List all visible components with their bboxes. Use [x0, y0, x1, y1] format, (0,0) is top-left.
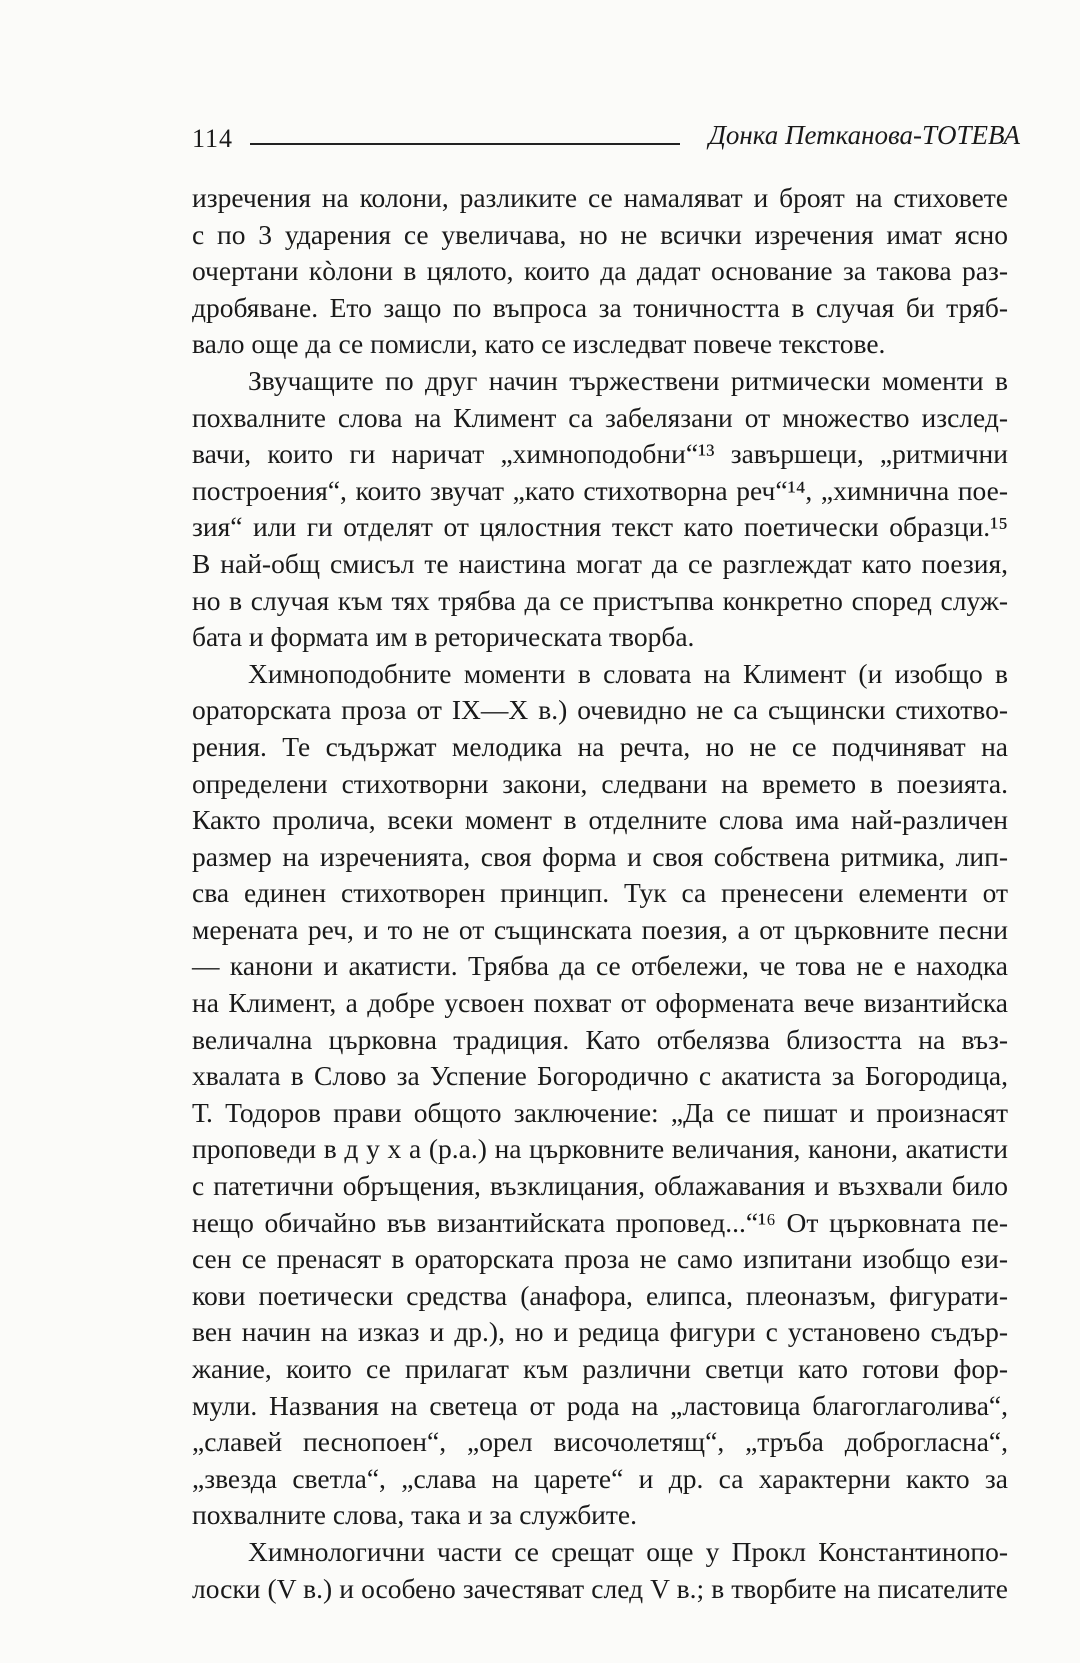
text-line: зия“ или ги отделят от цялостния текст като поетически образци.¹⁵	[192, 511, 1008, 543]
text-line: — канони и акатисти. Трябва да се отбележи, че това не е находка	[192, 950, 1008, 982]
text-line: мули. Названия на светеца от рода на „ластовица благоглаголива“,	[192, 1389, 1008, 1421]
text-line: очертани кòлони в цялото, които да дадат основание за такова раз-	[192, 255, 1008, 287]
text-line: Т. Тодоров прави общото заключение: „Да се пишат и произнасят	[192, 1096, 1008, 1128]
text-line: величална църковна традиция. Като отбелязва близостта на въз-	[192, 1023, 1008, 1055]
text-line: бата и формата им в реторическата творба.	[192, 621, 695, 653]
text-line: „звезда светла“, „слава на царете“ и др. са характерни както за	[192, 1462, 1008, 1494]
text-line: похвалните слова на Климент са забелязани от множество изслед-	[192, 401, 1008, 433]
text-line: „славей песнопоен“, „орел височолетящ“, „тръба доброгласна“,	[192, 1426, 1008, 1458]
header-rule	[250, 143, 680, 145]
text-line: рения. Те съдържат мелодика на речта, но не се подчиняват на	[192, 730, 1008, 762]
text-line: построения“, които звучат „като стихотворна реч“¹⁴, „химнична пое-	[192, 474, 1008, 506]
text-line: с патетични обръщения, възклицания, облажавания и възхвали било	[192, 1170, 1008, 1202]
text-line: ораторската проза от IX—X в.) очевидно не са същински стихотво-	[192, 694, 1008, 726]
text-line: вен начин на изказ и др.), но и редица фигури с установено съдър-	[192, 1316, 1008, 1348]
text-line: Химноподобните моменти в словата на Климент (и изобщо в	[248, 657, 1008, 689]
text-line: похвалните слова, така и за службите.	[192, 1499, 637, 1531]
text-line: мерената реч, и то не от същинската поезия, а от църковните песни	[192, 913, 1008, 945]
text-line: определени стихотворни закони, следвани на времето в поезията.	[192, 767, 1008, 799]
text-line: Както пролича, всеки момент в отделните слова има най-различен	[192, 804, 1008, 836]
body-text	[192, 180, 1008, 1607]
text-line: сен се пренасят в ораторската проза не само изпитани изобщо ези-	[192, 1243, 1008, 1275]
text-line: сва единен стихотворен принцип. Тук са пренесени елементи от	[192, 877, 1008, 909]
text-line: Химнологични части се срещат още у Прокл Константинопо-	[248, 1535, 1008, 1567]
text-line: изречения на колони, разликите се намаляват и броят на стиховете	[192, 182, 1008, 213]
text-line: лоски (V в.) и особено зачестяват след V в.; в творбите на писателите	[192, 1572, 1008, 1604]
text-line: размер на изреченията, своя форма и своя собствена ритмика, лип-	[192, 840, 1008, 872]
text-line: кови поетически средства (анафора, елипса, плеоназъм, фигурати-	[192, 1279, 1008, 1311]
text-line: хвалата в Слово за Успение Богородично с акатиста за Богородица,	[192, 1060, 1008, 1092]
text-line: нещо обичайно във византийската проповед...“¹⁶ От църковната пе-	[192, 1206, 1008, 1238]
text-line: но в случая към тях трябва да се пристъпва конкретно според служ-	[192, 584, 1008, 616]
text-line: В най-общ смисъл те наистина могат да се разглеждат като поезия,	[192, 547, 1008, 579]
page-number: 114	[192, 124, 234, 153]
text-line: жание, които се прилагат към различни светци като готови фор-	[192, 1353, 1008, 1384]
text-line: Звучащите по друг начин тържествени ритмически моменти в	[248, 364, 1008, 396]
running-head: Донка Петканова-ТОТЕВА	[708, 120, 1020, 150]
text-line: проповеди в д у х а (р.а.) на църковните величания, канони, акатисти	[192, 1133, 1008, 1165]
text-line: на Климент, а добре усвоен похват от оформената вече византийска	[192, 987, 1008, 1019]
text-line: вало още да се помисли, като се изследват повече текстове.	[192, 328, 886, 360]
text-line: вачи, които ги наричат „химноподобни“¹³ завършеци, „ритмични	[192, 438, 1008, 470]
text-line: с по 3 ударения се увеличава, но не всички изречения имат ясно	[192, 218, 1008, 250]
text-line: дробяване. Ето защо по въпроса за тоничността в случая би тряб-	[192, 291, 1008, 323]
page-header	[192, 118, 1020, 168]
